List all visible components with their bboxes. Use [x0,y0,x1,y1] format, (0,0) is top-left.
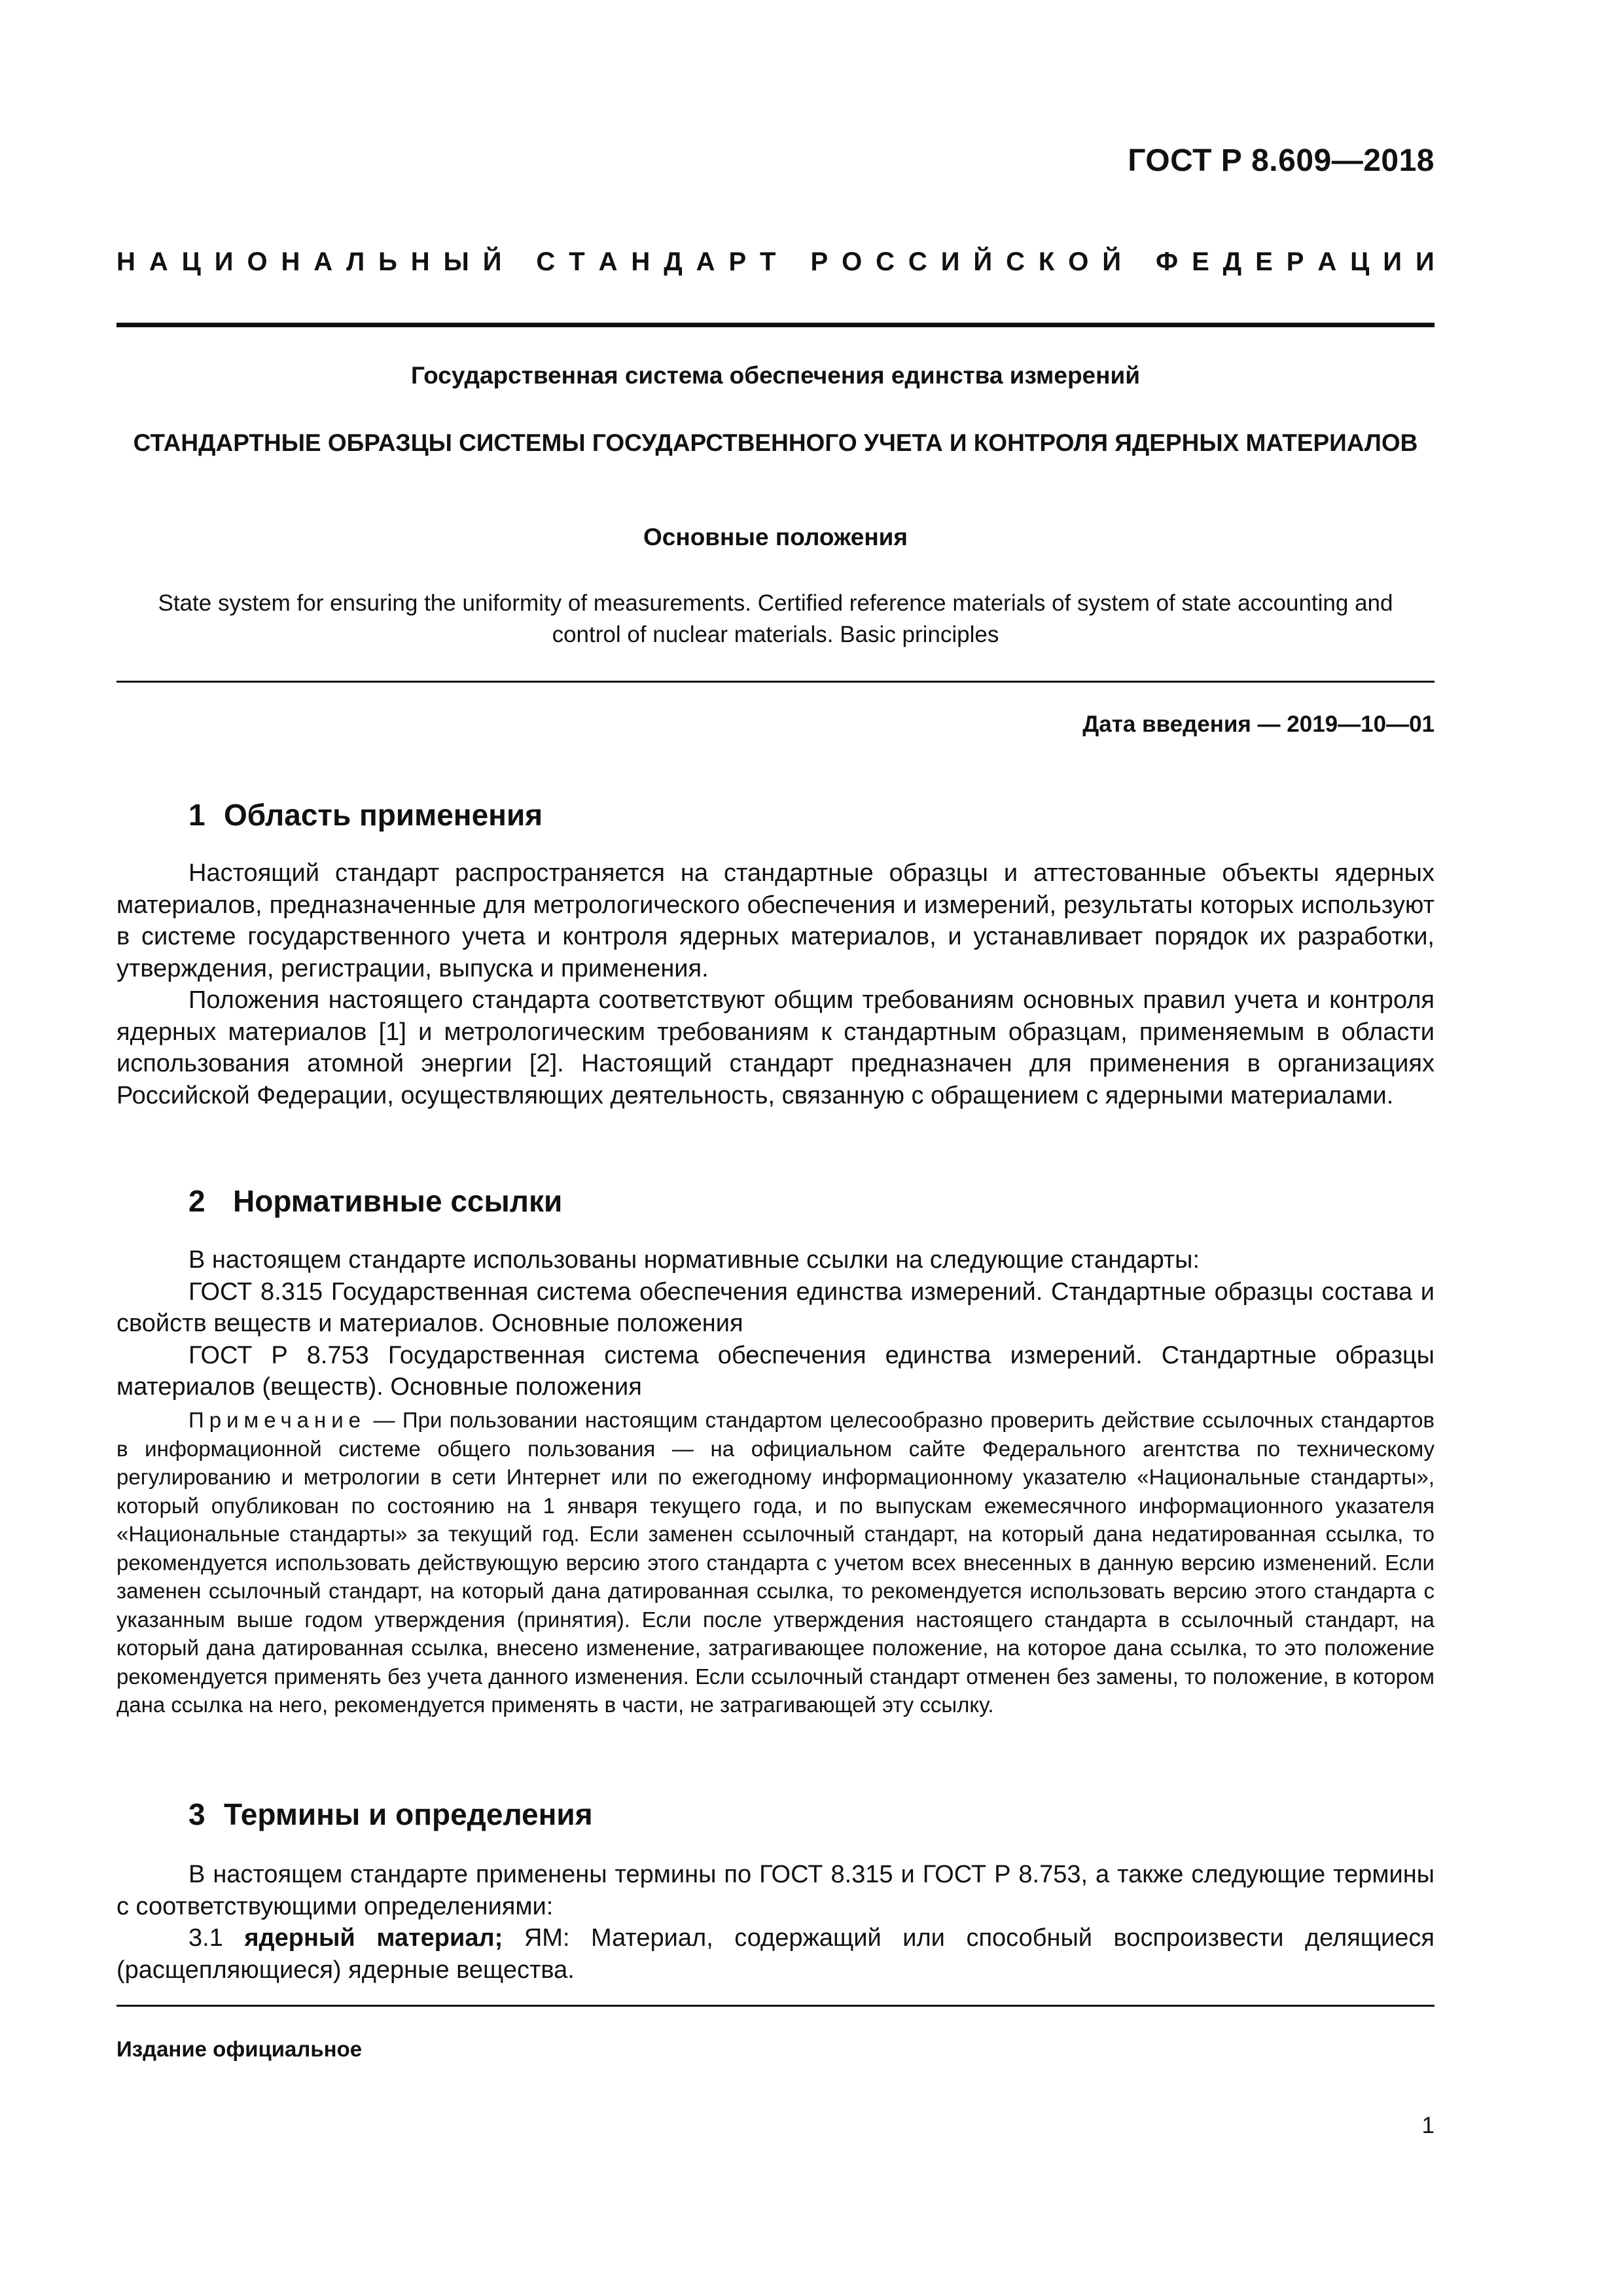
note-text: — При пользовании настоящим стандартом целесообразно проверить действие ссылочных стандартов в информационной системе общего пользования — на официальном сайте Федерального агентства по техническому регулированию и метрологии в сети Интернет или по ежегодному информационному указателю «Национальные стандарты», который опубликован по состоянию на 1 января текущего года, и по выпускам ежемесячного информационного указателя «Национальные стандарты» за текущий год. Если заменен ссылочный стандарт, на который дана недатированная ссылка, то рекомендуется использовать действующую версию этого стандарта с учетом всех внесенных в данную версию изменений. Если заменен ссылочный стандарт, на который дана датированная ссылка, то рекомендуется использовать версию этого стандарта с указанным выше годом утверждения (принятия). Если после утверждения настоящего стандарта в ссылочный стандарт, на который дана датированная ссылка, внесено изменение, затрагивающее положение, на которое дана ссылка, то это положение рекомендуется применять без учета данного изменения. Если ссылочный стандарт отменен без замены, то положение, в котором дана ссылка на него, рекомендуется применять в части, не затрагивающей эту ссылку. [116,1408,1435,1717]
title-letter: К [1038,247,1055,276]
section-1-heading [188,797,543,833]
title-letter: Д [664,247,683,276]
section-title: Область применения [224,798,543,832]
title-letter: С [1006,247,1025,276]
section-2-body [116,1244,1435,1403]
term-number: 3.1 [188,1924,245,1952]
title-letter: И [214,247,234,276]
title-letter: Ф [1156,247,1179,276]
title-letter: Т [569,247,585,276]
title-letter: О [842,247,863,276]
edition-label: Издание официальное [116,2037,363,2061]
term-name: ядерный материал; [244,1924,503,1952]
title-letter: Н [116,247,135,276]
title-letter: Н [631,247,651,276]
title-letter: А [696,247,715,276]
reference-gost-8-315: ГОСТ 8.315 Государственная система обеспечения единства измерений. Стандартные образцы состава и свойств веществ и материалов. Основные положения [116,1278,1435,1337]
title-space [789,247,796,277]
section-1-body [116,857,1435,1111]
title-letter: Е [1255,247,1273,276]
title-letter: Ь [378,247,397,276]
title-letter: Ц [1350,247,1370,276]
title-letter: Р [728,247,747,276]
title-letter: Л [346,247,365,276]
title-letter: Т [760,247,776,276]
section-number: 3 [188,1797,205,1831]
title-letter: О [247,247,268,276]
title-letter: Й [482,247,502,276]
title-letter: О [1068,247,1089,276]
title-rule [116,681,1435,683]
title-letter: И [940,247,960,276]
title-letter: Й [1102,247,1122,276]
paragraph: В настоящем стандарте использованы нормативные ссылки на следующие стандарты: [188,1246,1200,1274]
national-standard-title [116,247,1435,277]
section-title: Нормативные ссылки [233,1184,563,1218]
title-letter: И [1383,247,1402,276]
term-text: ЯМ: Материал, содержащий или способный воспроизвести делящиеся (расщепляющиеся) ядерные вещества. [116,1924,1435,1984]
title-letter: Н [410,247,430,276]
title-letter: Ц [181,247,201,276]
title-letter: А [149,247,168,276]
title-letter: Ы [443,247,469,276]
footer-rule [116,2005,1435,2007]
gost-number: ГОСТ Р 8.609—2018 [1128,143,1435,178]
system-title: Государственная система обеспечения единства измерений [411,362,1140,389]
title-letter: С [876,247,895,276]
main-title: СТАНДАРТНЫЕ ОБРАЗЦЫ СИСТЕМЫ ГОСУДАРСТВЕННОГО УЧЕТА И КОНТРОЛЯ ЯДЕРНЫХ МАТЕРИАЛОВ [133,429,1418,456]
title-letter: Н [281,247,300,276]
header-rule [116,323,1435,327]
title-letter: Р [1286,247,1304,276]
title-letter: Д [1222,247,1242,276]
note [116,1406,1435,1719]
title-letter: И [1415,247,1435,276]
paragraph: Настоящий стандарт распространяется на стандартные образцы и аттестованные объекты ядерных материалов, предназначенные для метрологического обеспечения и измерений, результаты которых используют в системе государственного учета и контроля ядерных материалов, и устанавливает порядок их разработки, утверждения, регистрации, выпуска и применения. [116,859,1435,982]
sub-title: Основные положения [643,524,908,550]
section-number: 2 [188,1184,205,1218]
term-definition [116,1922,1435,1986]
introduction-date: Дата введения — 2019—10—01 [1082,711,1435,737]
section-number: 1 [188,798,205,832]
section-3-body [116,1859,1435,1986]
page-number: 1 [1421,2113,1435,2138]
paragraph: В настоящем стандарте применены термины по ГОСТ 8.315 и ГОСТ Р 8.753, а также следующие термины с соответствующими определениями: [116,1861,1435,1920]
english-title: State system for ensuring the uniformity of measurements. Certified reference materials of system of state accounting and control of nuclear materials. Basic principles [158,590,1393,647]
note-label: Примечание [188,1408,366,1432]
section-2-heading [188,1183,562,1219]
title-letter: А [1317,247,1337,276]
reference-gost-r-8-753: ГОСТ Р 8.753 Государственная система обеспечения единства измерений. Стандартные образцы материалов (веществ). Основные положения [116,1341,1435,1401]
title-letter: С [536,247,556,276]
title-space [1135,247,1142,277]
title-letter: Й [973,247,993,276]
title-space [515,247,522,277]
section-title: Термины и определения [224,1797,593,1831]
title-letter: А [598,247,618,276]
section-3-heading [188,1797,593,1832]
title-letter: Е [1192,247,1209,276]
title-letter: Р [810,247,829,276]
paragraph: Положения настоящего стандарта соответствуют общим требованиям основных правил учета и контроля ядерных материалов [1] и метрологическим требованиям к стандартным образцам, применяемым в области использования атомной энергии [2]. Настоящий стандарт предназначен для применения в организациях Российской Федерации, осуществляющих деятельность, связанную с обращением с ядерными материалами. [116,986,1435,1109]
title-letter: С [908,247,927,276]
title-letter: А [313,247,333,276]
